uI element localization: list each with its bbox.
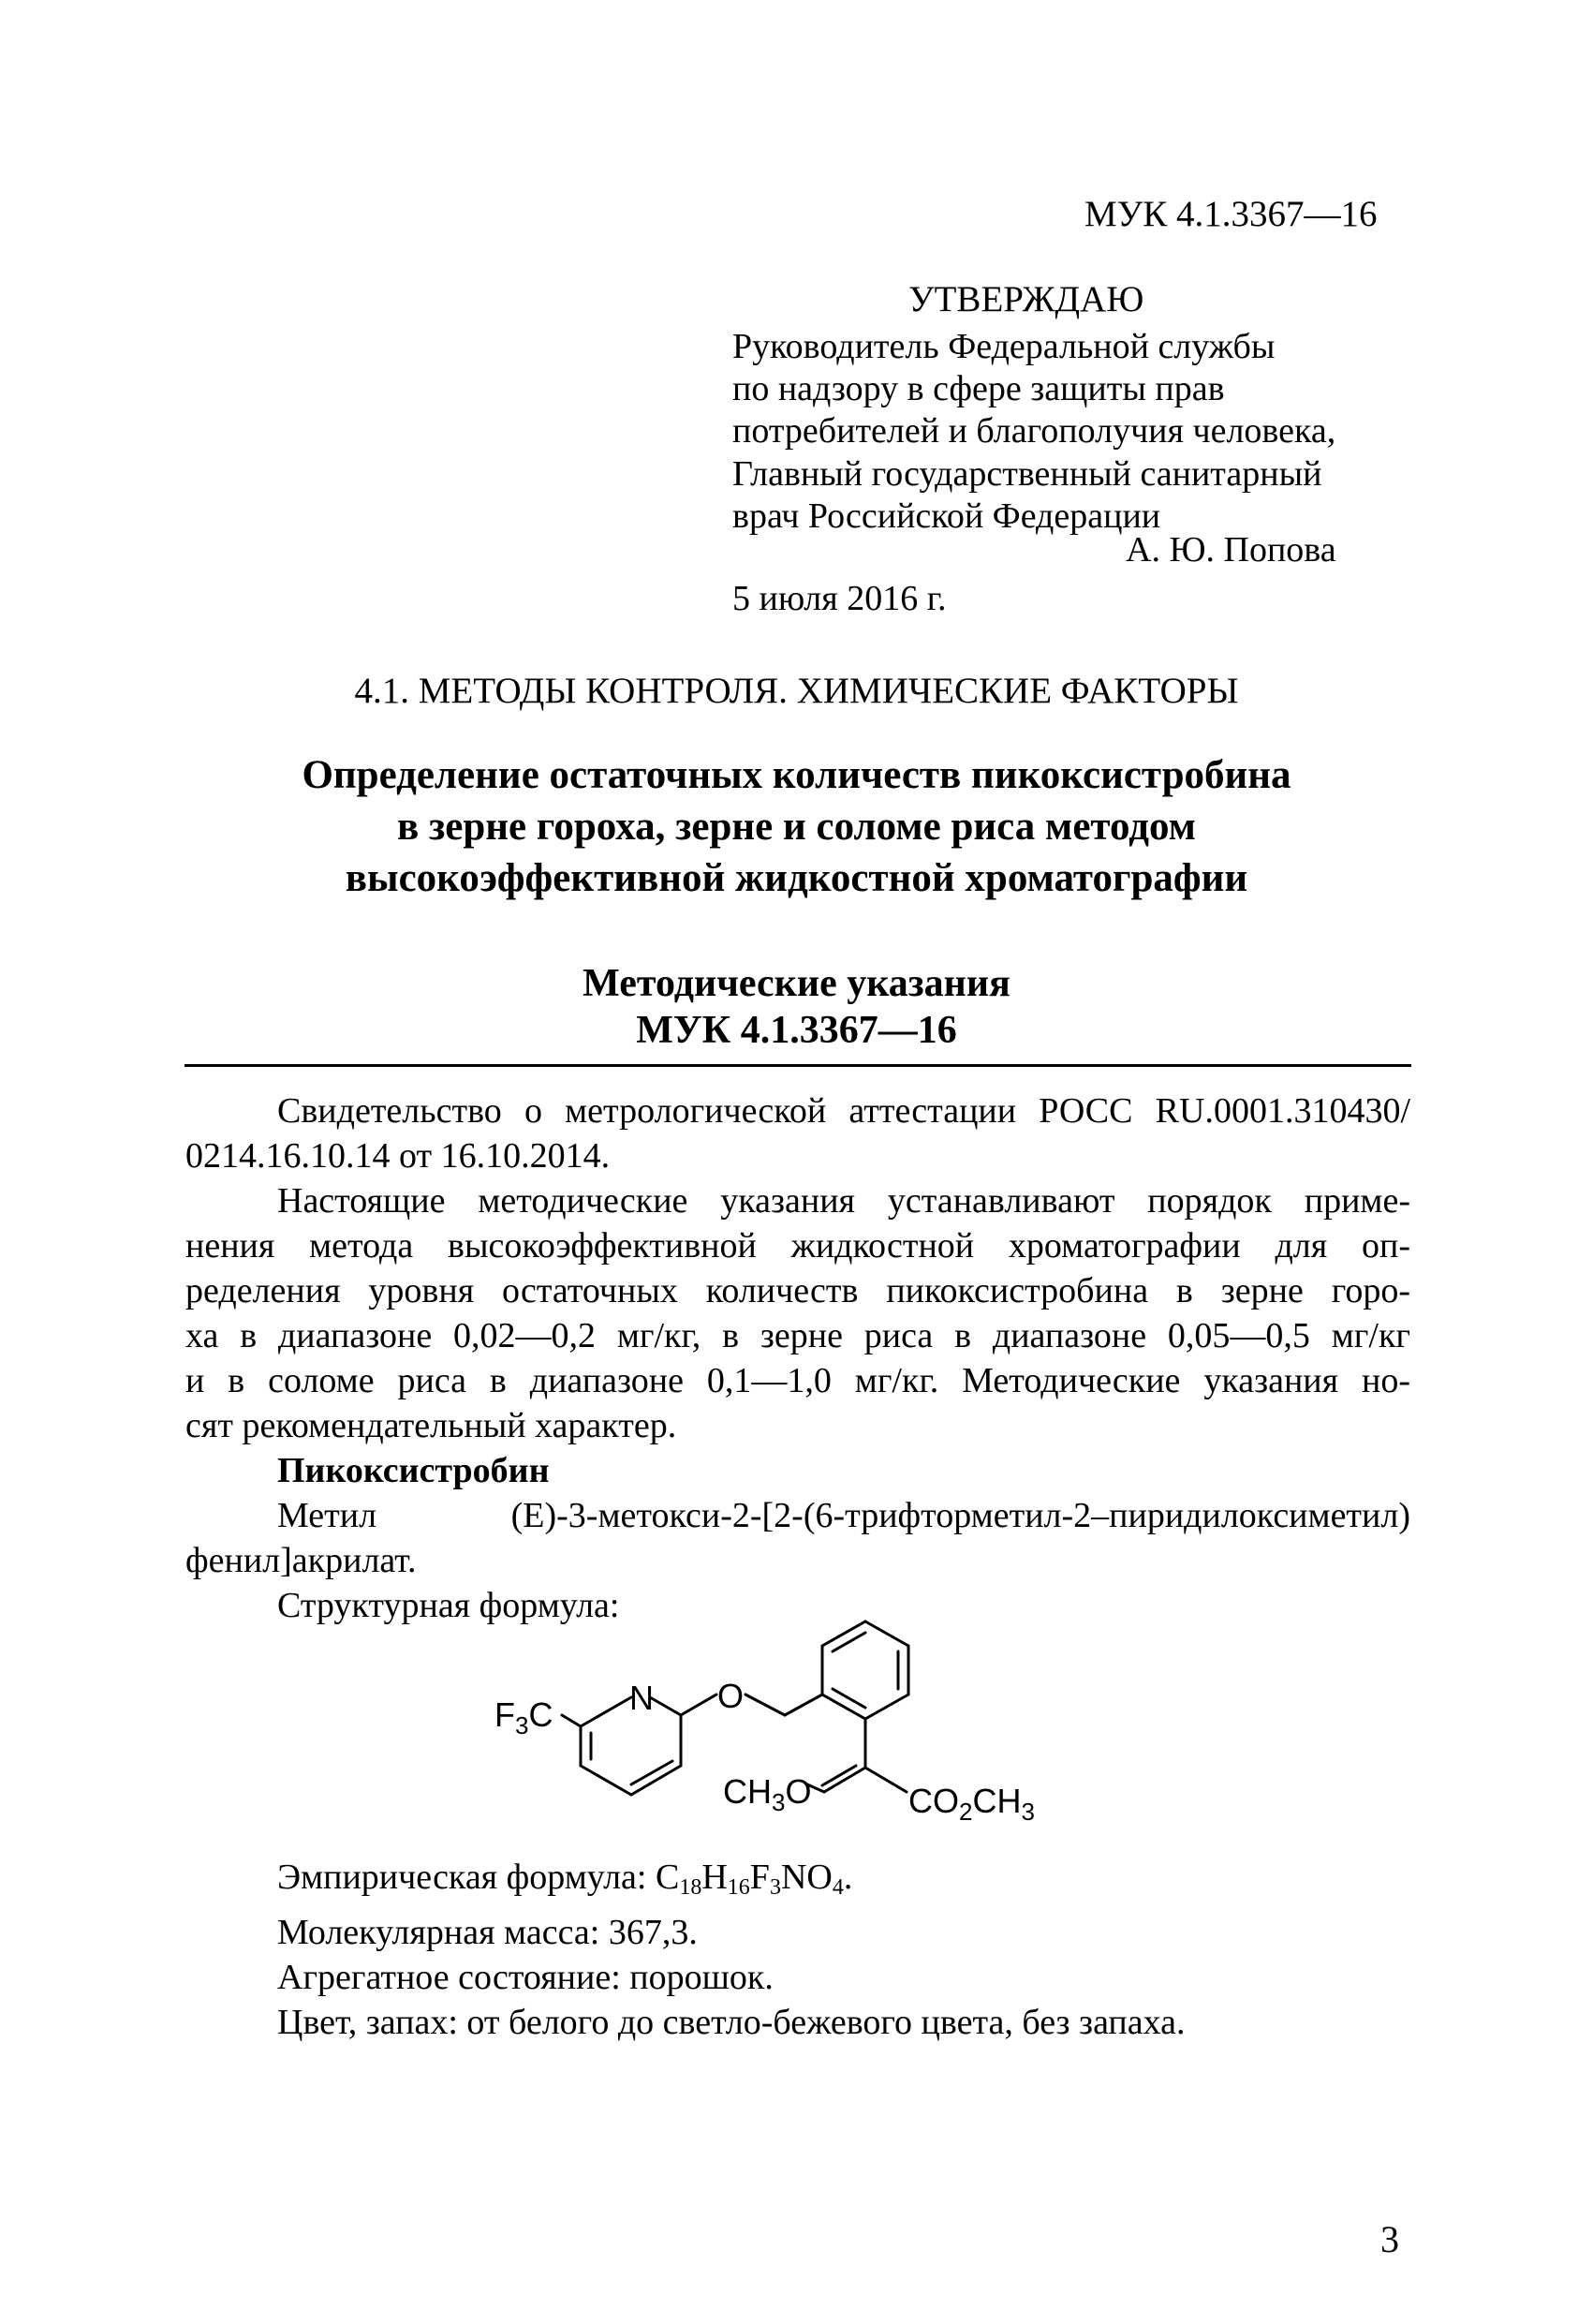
title-line: в зерне гороха, зерне и соломе риса методом <box>397 805 1196 849</box>
paragraph-line: Свидетельство о метрологической аттестации РОСС RU.0001.310430/ <box>277 1091 1410 1131</box>
approval-line: по надзору в сфере защиты прав <box>732 369 1225 408</box>
bond <box>650 1697 681 1715</box>
approval-line: врач Российской Федерации <box>732 496 1161 536</box>
color-odor: Цвет, запах: от белого до светло-бежевого цвета, без запаха. <box>277 2003 1186 2042</box>
paragraph-line: фенил]акрилат. <box>185 1541 417 1580</box>
bond <box>865 1768 907 1792</box>
approval-line: Главный государственный санитарный <box>732 454 1322 494</box>
substance-section <box>185 1448 1410 1493</box>
paragraph-line: и в соломе риса в диапазоне 0,1—1,0 мг/кг. Методические указания но- <box>185 1361 1410 1400</box>
bond <box>785 1695 822 1715</box>
structural-formula <box>494 1625 1161 1873</box>
paragraph-line: ределения уровня остаточных количеств пикоксистробина в зерне горо- <box>185 1271 1410 1310</box>
bond <box>833 1633 865 1651</box>
document-subtitle <box>0 960 1593 1054</box>
physical-state: Агрегатное состояние: порошок. <box>277 1958 774 1997</box>
atom-label: F3C <box>494 1695 553 1739</box>
title-line: Определение остаточных количеств пикоксистробина <box>302 753 1291 797</box>
bond <box>681 1695 716 1715</box>
subtitle-line: МУК 4.1.3367—16 <box>636 1009 957 1052</box>
empirical-formula-line <box>277 1855 1186 1910</box>
atom-label: N <box>629 1679 654 1717</box>
page-number: 3 <box>1380 2218 1399 2260</box>
bond <box>865 1695 908 1719</box>
bond <box>581 1766 631 1795</box>
bond <box>822 1621 865 1646</box>
approval-date: 5 июля 2016 г. <box>732 579 947 618</box>
approval-title: УТВЕРЖДАЮ <box>908 279 1144 319</box>
approval-line: потребителей и благополучия человека, <box>732 411 1336 451</box>
atom-label: O <box>717 1677 745 1715</box>
paragraph-line: нения метода высокоэффективной жидкостной хроматографии для оп- <box>185 1226 1410 1266</box>
approval-line: Руководитель Федеральной службы <box>732 327 1276 366</box>
bond <box>865 1621 908 1646</box>
bond <box>833 1689 865 1708</box>
approval-signatory: А. Ю. Попова <box>1126 530 1336 570</box>
title-line: высокоэффективной жидкостной хроматографии <box>345 856 1248 900</box>
iupac-name <box>185 1493 1410 1583</box>
section-heading: 4.1. МЕТОДЫ КОНТРОЛЯ. ХИМИЧЕСКИЕ ФАКТОРЫ <box>354 671 1239 711</box>
paragraph-line: Настоящие методические указания устанавливают порядок приме- <box>277 1181 1410 1221</box>
bond <box>822 1695 865 1719</box>
subtitle-line: Методические указания <box>583 962 1010 1005</box>
empirical-formula: $C_{18}H_{16}F_3NO_4$. <box>655 1858 853 1900</box>
paragraph-line: сят рекомендательный характер. <box>185 1406 677 1445</box>
paragraph-line: 0214.16.10.14 от 16.10.2014. <box>185 1136 611 1176</box>
empirical-label: Эмпирическая формула: <box>277 1858 656 1897</box>
paragraph-line: Метил (E)-3-метокси-2-[2-(6-трифторметил-2–пиридилоксиметил) <box>277 1496 1410 1535</box>
bond <box>562 1715 581 1726</box>
document-title <box>0 749 1593 904</box>
atom-label: CO2CH3 <box>908 1782 1035 1826</box>
bond <box>745 1695 785 1715</box>
paragraph-line: ха в диапазоне 0,02—0,2 мг/кг, в зерне риса в диапазоне 0,05—0,5 мг/кг <box>185 1316 1410 1355</box>
substance-name: Пикоксистробин <box>277 1451 550 1490</box>
scope-paragraph <box>185 1178 1410 1448</box>
bond <box>581 1697 631 1726</box>
certificate-paragraph <box>185 1088 1410 1178</box>
structure-label-block <box>185 1583 1410 1628</box>
title-divider <box>184 1064 1411 1067</box>
atom-label: CH3O <box>723 1772 812 1816</box>
molar-mass: Молекулярная масса: 367,3. <box>277 1913 698 1952</box>
document-number: МУК 4.1.3367—16 <box>1084 194 1378 234</box>
substance-properties <box>277 1855 1186 2045</box>
structure-label: Структурная формула: <box>277 1586 620 1625</box>
